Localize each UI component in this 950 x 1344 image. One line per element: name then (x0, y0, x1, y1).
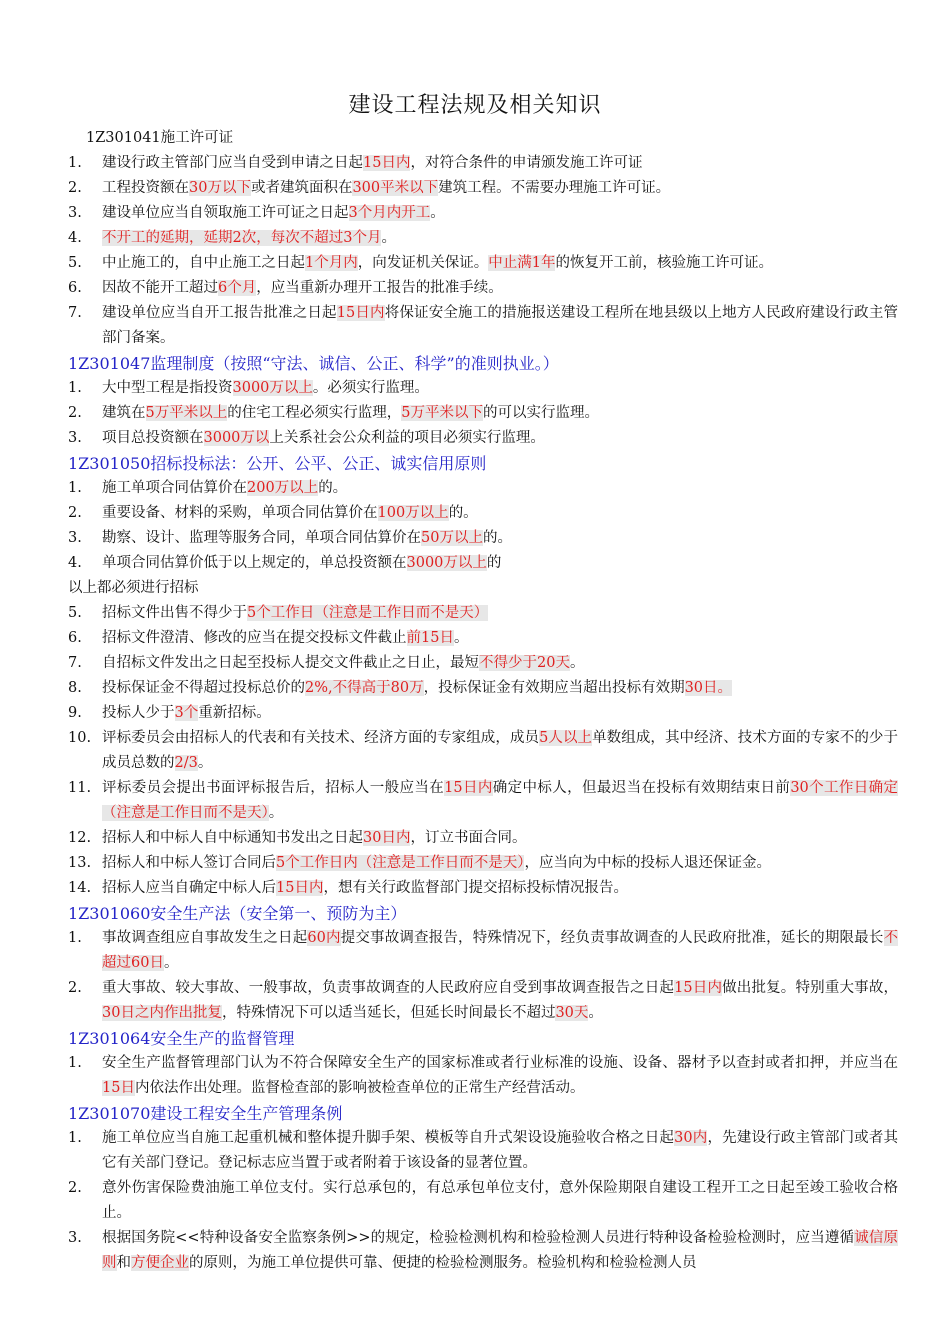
item-text: 投标保证金不得超过投标总价的 (102, 680, 305, 696)
item-number: 6. (68, 630, 82, 646)
highlighted-text: 30日内 (363, 830, 411, 846)
highlighted-text: 100万以上 (377, 505, 449, 521)
item-number: 1. (68, 1130, 82, 1146)
list-item (68, 376, 898, 401)
highlighted-text: 前15日 (406, 630, 454, 646)
section-heading-principle: 公开、公平、公正、诚实信用原则 (246, 454, 487, 473)
item-number: 2. (68, 1180, 82, 1196)
item-text: 的可以实行监理。 (482, 405, 599, 421)
item-text: ，特殊情况下可以适当延长，但延长时间最长不超过 (221, 1005, 556, 1021)
item-text: 或者建筑面积在 (250, 180, 353, 196)
section-heading (68, 901, 898, 926)
item-text: 中止施工的，自中止施工之日起 (102, 255, 305, 271)
page-title: 建设工程法规及相关知识 (348, 93, 602, 118)
highlighted-text: 5个工作日内（注意是工作日而不是天） (276, 855, 525, 871)
item-text: 的。 (482, 530, 512, 546)
item-number: 7. (68, 305, 82, 321)
highlighted-text: 15日内 (363, 155, 411, 171)
highlighted-text: 30日。 (684, 680, 733, 696)
highlighted-text: 30万以下 (189, 180, 251, 196)
highlighted-text: 15日 (102, 1080, 135, 1096)
list-item (68, 276, 898, 301)
item-number: 2. (68, 980, 82, 996)
highlighted-text: 3000万以上 (406, 555, 487, 571)
item-text: ，对符合条件的申请颁发施工许可证 (410, 155, 643, 171)
list-item (68, 526, 898, 551)
item-text: 的。 (448, 505, 478, 521)
highlighted-text: 不超过60日 (102, 930, 898, 971)
highlighted-text: 不开工的延期，延期2次，每次不超过3个月 (102, 230, 382, 246)
section-heading-text: 1Z301070建设工程安全生产管理条例 (68, 1104, 343, 1123)
list-item (68, 251, 898, 276)
list-item (68, 676, 898, 701)
item-number: 6. (68, 280, 82, 296)
item-text: 上关系社会公众利益的项目必须实行监理。 (269, 430, 545, 446)
list-item (68, 1051, 898, 1101)
item-text: 事故调查组应自事故发生之日起 (102, 930, 308, 946)
item-text: 。 (197, 755, 213, 771)
list-item (68, 151, 898, 176)
item-number: 12. (68, 830, 92, 846)
item-number: 5. (68, 255, 82, 271)
item-text: 意外伤害保险费油施工单位支付。实行总承包的，有总承包单位支付，意外保险期限自建设工程开工之日起至竣工验收合格止。 (102, 1180, 898, 1221)
list-item (68, 476, 898, 501)
item-text: 招标人和中标人签订合同后 (102, 855, 276, 871)
item-text: 和 (116, 1255, 131, 1271)
list-item (68, 226, 898, 251)
highlighted-text: 5人以上 (539, 730, 593, 746)
highlighted-text: 5万平米以下 (401, 405, 483, 421)
list-item (68, 701, 898, 726)
item-text: ，向发证机关保证。 (357, 255, 489, 271)
highlighted-text: 5个工作日（注意是工作日而不是天） (247, 605, 489, 621)
item-text: ，先建设行政主管部门或者其它有关部门登记。登记标志应当置于或者附着于该设备的显著位置。 (102, 1130, 899, 1171)
section-heading (68, 351, 898, 376)
list-item (68, 926, 898, 976)
item-number: 4. (68, 555, 82, 571)
item-text: 做出批复。特别重大事故， (722, 980, 899, 996)
item-number: 8. (68, 680, 82, 696)
highlighted-text: 300平米以下 (352, 180, 439, 196)
item-text: 评标委员会提出书面评标报告后，招标人一般应当在 (102, 780, 445, 796)
highlighted-text: 5万平米以上 (145, 405, 228, 421)
item-number: 7. (68, 655, 82, 671)
item-text: 建设行政主管部门应当自受到申请之日起 (102, 155, 363, 171)
highlighted-text: 15日内 (444, 780, 493, 796)
highlighted-text: 不得少于20天 (479, 655, 570, 671)
highlighted-text: 诚信原则 (102, 1230, 899, 1271)
list-item (68, 651, 898, 676)
item-number: 3. (68, 205, 82, 221)
item-number: 1. (68, 480, 82, 496)
highlighted-text: 15日内 (674, 980, 723, 996)
highlighted-text: 30内 (674, 1130, 708, 1146)
item-text: 单数组成，其中经济、技术方面的专家不的少于成员总数的 (102, 730, 899, 771)
list-item (68, 1176, 898, 1226)
item-text: 。 (268, 805, 284, 821)
item-text: 重大事故、较大事故、一般事故，负责事故调查的人民政府应自受到事故调查报告之日起 (102, 980, 675, 996)
item-text: 工程投资额在 (102, 180, 189, 196)
item-text: 自招标文件发出之日起至投标人提交文件截止之日止，最短 (102, 655, 479, 671)
item-text: ，订立书面合同。 (410, 830, 527, 846)
item-number: 1. (68, 155, 82, 171)
item-text: 投标人少于 (102, 705, 175, 721)
item-text: 单项合同估算价低于以上规定的，单总投资额在 (102, 555, 407, 571)
item-text: 。 (381, 230, 396, 246)
plain-note: 以上都必须进行招标 (68, 580, 199, 596)
highlighted-text: 60内 (307, 930, 341, 946)
highlighted-text: 3个 (174, 705, 199, 721)
item-text: 建设单位应当自开工报告批准之日起 (102, 305, 337, 321)
item-text: 。 (163, 955, 179, 971)
list-item (68, 401, 898, 426)
item-number: 10. (68, 730, 92, 746)
item-text: 的恢复开工前，核验施工许可证。 (555, 255, 773, 271)
section-heading-text: 1Z301064安全生产的监督管理 (68, 1029, 295, 1048)
item-text: 。 (453, 630, 469, 646)
highlighted-text: 6个月 (218, 280, 257, 296)
list-item (68, 176, 898, 201)
item-text: ，应当重新办理开工报告的批准手续。 (256, 280, 503, 296)
document-body (68, 126, 898, 1276)
section-heading: 1Z301041施工许可证 (86, 130, 234, 146)
item-text: 将保证安全施工的措施报送建设工程所在地县级以上地方人民政府建设行政主管部门备案。 (102, 305, 899, 346)
list-item (68, 776, 898, 826)
list-item (68, 201, 898, 226)
section-heading-text: 1Z301047监理制度（按照“守法、诚信、公正、科学”的准则执业。） (68, 354, 559, 373)
item-text: 。 (588, 1005, 603, 1021)
section-heading (68, 1026, 898, 1051)
item-text: 的住宅工程必须实行监理， (227, 405, 402, 421)
list-item (68, 501, 898, 526)
section-heading (68, 1101, 898, 1126)
section-heading-text: 1Z301060安全生产法（安全第一、预防为主） (68, 904, 407, 923)
item-text: ，想有关行政监督部门提交招标投标情况报告。 (323, 880, 628, 896)
item-number: 3. (68, 430, 82, 446)
item-text: 重新招标。 (198, 705, 271, 721)
item-text: 重要设备、材料的采购，单项合同估算价在 (102, 505, 378, 521)
list-item (68, 726, 898, 776)
list-item (68, 426, 898, 451)
item-number: 2. (68, 180, 82, 196)
item-text: 确定中标人，但最迟当在投标有效期结束日前 (492, 780, 791, 796)
item-text: 建筑工程。不需要办理施工许可证。 (438, 180, 671, 196)
item-number: 3. (68, 530, 82, 546)
highlighted-text: 2%,不得高于80万 (305, 680, 424, 696)
item-text: 招标人应当自确定中标人后 (102, 880, 276, 896)
item-number: 3. (68, 1230, 82, 1246)
highlighted-text: 3个月内开工 (348, 205, 431, 221)
list-item (68, 601, 898, 626)
item-text: 因故不能开工超过 (102, 280, 218, 296)
item-number: 1. (68, 930, 82, 946)
item-number: 14. (68, 880, 92, 896)
item-text: 项目总投资额在 (102, 430, 204, 446)
section-heading-text: 1Z301050招标投标法： (68, 454, 247, 473)
item-number: 1. (68, 380, 82, 396)
item-number: 2. (68, 405, 82, 421)
item-text: ，应当向为中标的投标人退还保证金。 (524, 855, 771, 871)
list-item (68, 876, 898, 901)
highlighted-text: 1个月内 (305, 255, 358, 271)
highlighted-text: 方便企业 (131, 1255, 189, 1271)
highlighted-text: 中止满1年 (488, 255, 556, 271)
list-item (68, 301, 898, 351)
item-text: 内依法作出处理。监督检查部的影响被检查单位的正常生产经营活动。 (134, 1080, 585, 1096)
item-text: 勘察、设计、监理等服务合同，单项合同估算价在 (102, 530, 421, 546)
item-text: 建设单位应当自领取施工许可证之日起 (102, 205, 349, 221)
item-text: 根据国务院<<特种设备安全监察条例>>的规定，检验检测机构和检验检测人员进行特种设备检验检测时，应当遵循 (102, 1230, 855, 1246)
item-text: 施工单位应当自施工起重机械和整体提升脚手架、模板等自升式架设设施验收合格之日起 (102, 1130, 675, 1146)
item-number: 2. (68, 505, 82, 521)
list-item (68, 1226, 898, 1276)
item-number: 11. (68, 780, 92, 796)
item-text: 提交事故调查报告，特殊情况下，经负责事故调查的人民政府批准，延长的期限最长 (340, 930, 884, 946)
list-item (68, 551, 898, 576)
highlighted-text: 15日内 (336, 305, 385, 321)
highlighted-text: 3000万以上 (232, 380, 313, 396)
item-text: 大中型工程是指投资 (102, 380, 233, 396)
list-item (68, 976, 898, 1026)
item-number: 1. (68, 1055, 82, 1071)
item-number: 13. (68, 855, 92, 871)
item-number: 9. (68, 705, 82, 721)
item-text: 招标文件澄清、修改的应当在提交投标文件截止 (102, 630, 407, 646)
list-item (68, 826, 898, 851)
item-text: 招标人和中标人自中标通知书发出之日起 (102, 830, 363, 846)
highlighted-text: 2/3 (174, 755, 198, 771)
list-item (68, 851, 898, 876)
item-text: 安全生产监督管理部门认为不符合保障安全生产的国家标准或者行业标准的设施、设备、器材予以查封或者扣押，并应当在 (102, 1055, 898, 1071)
section-heading (68, 451, 898, 476)
item-text: 。 (430, 205, 445, 221)
highlighted-text: 15日内 (276, 880, 324, 896)
item-text: 。必须实行监理。 (312, 380, 429, 396)
item-text: 施工单项合同估算价在 (102, 480, 247, 496)
highlighted-text: 30日之内作出批复 (102, 1005, 222, 1021)
list-item (68, 626, 898, 651)
item-text: 的。 (318, 480, 348, 496)
highlighted-text: 200万以上 (247, 480, 319, 496)
item-text: 的原则，为施工单位提供可靠、便捷的检验检测服务。检验机构和检验检测人员 (189, 1255, 697, 1271)
item-number: 5. (68, 605, 82, 621)
list-item (68, 1126, 898, 1176)
item-number: 4. (68, 230, 82, 246)
highlighted-text: 50万以上 (421, 530, 483, 546)
highlighted-text: 30天 (555, 1005, 589, 1021)
item-text: 评标委员会由招标人的代表和有关技术、经济方面的专家组成，成员 (102, 730, 540, 746)
item-text: 建筑在 (102, 405, 146, 421)
item-text: ，投标保证金有效期应当超出投标有效期 (423, 680, 685, 696)
item-text: 招标文件出售不得少于 (102, 605, 247, 621)
item-text: 的 (486, 555, 502, 571)
highlighted-text: 30个工作日确定（注意是工作日而不是天） (102, 780, 899, 821)
item-text: 。 (569, 655, 585, 671)
highlighted-text: 3000万以 (203, 430, 270, 446)
